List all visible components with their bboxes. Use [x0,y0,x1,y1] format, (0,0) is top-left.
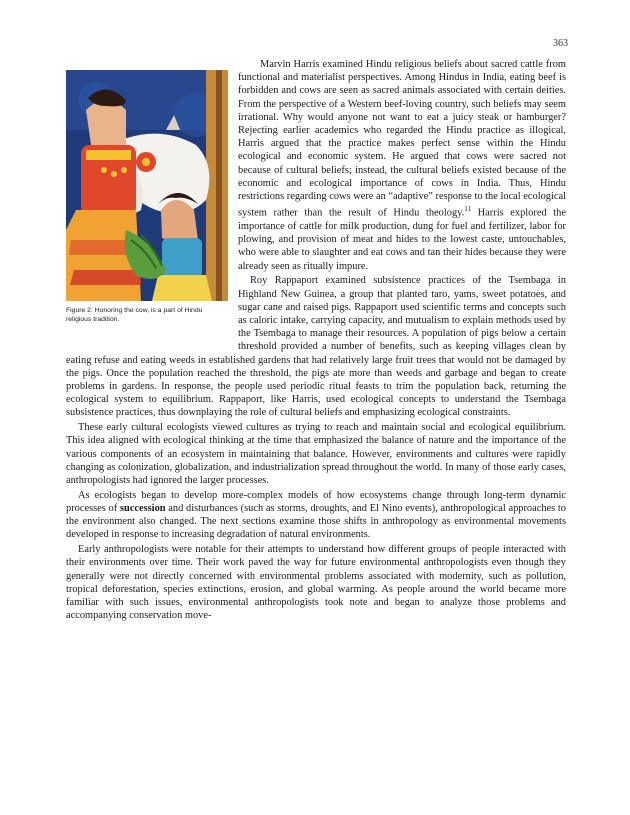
paragraph-succession-text-a: As ecologists began to develop more-complex models of how ecosystems change through long-term dynamic processes of [66,489,566,514]
paragraph-rappaport: Roy Rappaport examined subsistence practices of the Tsembaga in Highland New Guinea, a group that planted taro, yams, sweet potatoes, and sugar cane and raised pigs. Rappaport used scientific terms and concepts such as caloric intake, carrying capacity, and mutualism to explain methods used by the Tsembaga to manage their resources. A population of pigs below a certain threshold provided a number of benefits, such as keeping villages clean by eating refuse and eating weeds in established gardens that had relatively large fruit trees that would not be damaged by the pigs. Once the population reached the threshold, the pigs ate more than weeds and garbage and began to create problems in gardens. In response, the people used periodic ritual feasts to trim the population back, returning the ecological system to equilibrium. Rappaport, like Harris, used ecological concepts to understand the Tsembaga subsistence practices, thus downplaying the role of cultural beliefs and emphasizing ecological constraints. [66,275,566,419]
footnote-marker[interactable]: 11 [464,205,472,214]
page-number: 363 [553,38,568,49]
paragraph-succession [66,489,566,542]
figure-illustration [66,70,228,301]
paragraph-succession-text-b: and disturbances (such as storms, droughts, and El Nino events), anthropological approaches to the environment also changed. The next sections examine those shifts in anthropology as environmental movements developed in response to increasing degradation of natural environments. [66,502,567,541]
figure-caption: Figure 2: Honoring the cow, is a part of Hindu religious tradition. [66,307,203,323]
glossary-term-succession: succession [119,502,166,514]
paragraph-harris-text-tail: Harris explored the importance of cattle for milk production, dung for fuel and fertilizer, labor for plowing, and provision of meat and hides to the lowest caste, untouchables, who were able to slaughter and eat cows and tan their hides because they were already seen as ritually impure. [238,207,566,272]
paragraph-early-anthropologists: Early anthropologists were notable for their attempts to understand how different groups of people interacted with their environments over time. Their work paved the way for future environmental anthropologists even though they generally were not directly concerned with environmental problems associated with modernity, such as pollution, tropical deforestation, species extinctions, erosion, and global warming. As people around the world became more familiar with such issues, environmental anthropologists took note and began to analyze those problems and accompanying conservation move- [66,544,566,622]
figure [66,70,228,324]
paragraph-early-cultural-ecologists: These early cultural ecologists viewed cultures as trying to reach and maintain social and ecological equilibrium. This idea aligned with ecological thinking at the time that emphasized the balance of nature and the importance of the various components of an ecosystem in maintaining that balance. However, environments and cultures were rapidly changing as colonization, globalization, and industrialization spread throughout the world. In many of those early cases, anthropologists had ignored the larger processes. [66,422,566,486]
paragraph-harris-text: Marvin Harris examined Hindu religious beliefs about sacred cattle from functional and materialist perspectives. Among Hindus in India, eating beef is forbidden and cows are seen as sacred animals associated with certain deities. From the perspective of a Western beef-loving country, such beliefs may seem irrational. Why would anyone not want to eat a juicy steak or hamburger? Rejecting earlier academics who regarded the Hindu practice as illogical, Harris argued that the practice makes perfect sense within the Hindu ecological and economic system. He argued that cows were sacred not because of cultural beliefs; instead, the cultural beliefs existed because of the economic and ecological importance of cows in India. Thus, Hindu restrictions regarding cows were an “adaptive” response to the local ecological system rather than the result of Hindu theology. [238,59,566,219]
